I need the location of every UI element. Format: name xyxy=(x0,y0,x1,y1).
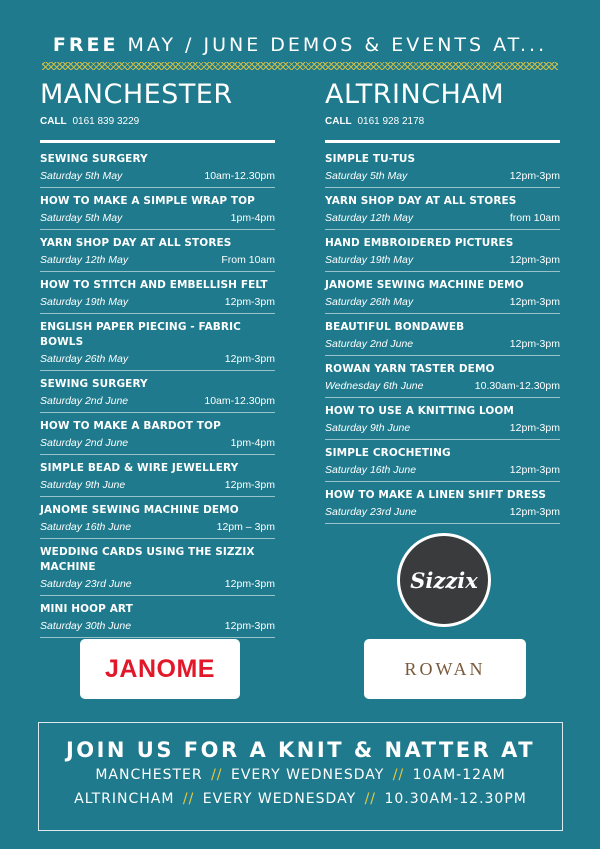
event-date: Saturday 5th May xyxy=(325,170,408,182)
sizzix-logo-mark: Sizzix xyxy=(400,536,488,624)
event-item xyxy=(40,236,275,272)
event-item xyxy=(40,503,275,539)
event-date: Wednesday 6th June xyxy=(325,380,424,392)
rowan-logo xyxy=(364,639,526,699)
event-details xyxy=(325,294,560,310)
event-time: 12pm-3pm xyxy=(224,353,275,365)
event-details xyxy=(40,168,275,184)
event-date: Saturday 23rd June xyxy=(40,578,132,590)
event-time: 12pm-3pm xyxy=(509,464,560,476)
event-date: Saturday 12th May xyxy=(325,212,414,224)
event-title: HAND EMBROIDERED PICTURES xyxy=(325,237,514,249)
event-title: SEWING SURGERY xyxy=(40,378,148,390)
event-date: Saturday 2nd June xyxy=(325,338,414,350)
event-date: Saturday 5th May xyxy=(40,170,123,182)
manchester-column xyxy=(40,78,275,644)
event-title: HOW TO MAKE A LINEN SHIFT DRESS xyxy=(325,489,546,501)
event-details xyxy=(40,519,275,535)
call-label: CALL xyxy=(40,116,67,127)
footer-place: ALTRINCHAM xyxy=(74,791,175,807)
event-details xyxy=(40,435,275,451)
event-details xyxy=(325,336,560,352)
event-date: Saturday 12th May xyxy=(40,254,129,266)
event-title: HOW TO MAKE A BARDOT TOP xyxy=(40,420,221,432)
event-details xyxy=(325,252,560,268)
event-item xyxy=(325,236,560,272)
event-date: Saturday 5th May xyxy=(40,212,123,224)
event-title: SIMPLE BEAD & WIRE JEWELLERY xyxy=(40,462,239,474)
event-item xyxy=(40,194,275,230)
event-title: HOW TO USE A KNITTING LOOM xyxy=(325,405,514,417)
footer-time: 10.30AM-12.30PM xyxy=(384,791,527,807)
event-item xyxy=(325,488,560,524)
event-details xyxy=(40,252,275,268)
event-item xyxy=(40,278,275,314)
event-details xyxy=(40,477,275,493)
heading-free: FREE xyxy=(52,34,119,56)
event-item xyxy=(40,152,275,188)
event-item xyxy=(40,377,275,413)
event-date: Saturday 19th May xyxy=(40,296,129,308)
event-title: SIMPLE TU-TUS xyxy=(325,153,416,165)
event-details xyxy=(325,168,560,184)
event-time: 12pm-3pm xyxy=(224,479,275,491)
footer-time: 10AM-12AM xyxy=(412,767,506,783)
event-time: from 10am xyxy=(509,212,560,224)
event-time: 12pm-3pm xyxy=(224,296,275,308)
event-item xyxy=(325,404,560,440)
knit-natter-altrincham xyxy=(39,787,562,811)
divider xyxy=(325,140,560,143)
event-title: WEDDING CARDS USING THE SIZZIX MACHINE xyxy=(40,546,255,573)
event-time: 12pm – 3pm xyxy=(216,521,275,533)
knit-natter-title: JOIN US FOR A KNIT & NATTER AT xyxy=(65,738,536,762)
decorative-cross-stitch-divider xyxy=(42,62,558,70)
manchester-events-list xyxy=(40,152,275,638)
event-title: JANOME SEWING MACHINE DEMO xyxy=(325,279,524,291)
knit-natter-manchester xyxy=(39,763,562,787)
event-date: Saturday 23rd June xyxy=(325,506,417,518)
event-title: SIMPLE CROCHETING xyxy=(325,447,451,459)
footer-separator: // xyxy=(392,767,405,783)
event-title: SEWING SURGERY xyxy=(40,153,148,165)
event-details xyxy=(40,294,275,310)
footer-day: EVERY WEDNESDAY xyxy=(230,767,385,783)
event-time: 10am-12.30pm xyxy=(204,395,275,407)
event-date: Saturday 2nd June xyxy=(40,395,129,407)
event-time: 10.30am-12.30pm xyxy=(474,380,560,392)
event-item xyxy=(325,446,560,482)
altrincham-phone xyxy=(325,116,560,130)
altrincham-events-list xyxy=(325,152,560,524)
event-item xyxy=(325,278,560,314)
janome-logo xyxy=(80,639,240,699)
event-details xyxy=(40,210,275,226)
phone-number: 0161 839 3229 xyxy=(72,116,140,127)
event-details xyxy=(325,462,560,478)
event-title: ENGLISH PAPER PIECING - FABRIC BOWLS xyxy=(40,321,241,348)
call-label: CALL xyxy=(325,116,352,127)
event-details xyxy=(40,393,275,409)
event-details xyxy=(40,576,275,592)
janome-logo-text: JANOME xyxy=(105,654,215,683)
event-title: HOW TO STITCH AND EMBELLISH FELT xyxy=(40,279,268,291)
event-time: 12pm-3pm xyxy=(509,422,560,434)
event-time: 12pm-3pm xyxy=(509,506,560,518)
footer-day: EVERY WEDNESDAY xyxy=(202,791,357,807)
event-title: YARN SHOP DAY AT ALL STORES xyxy=(40,237,232,249)
event-time: From 10am xyxy=(221,254,275,266)
manchester-phone xyxy=(40,116,275,130)
event-title: BEAUTIFUL BONDAWEB xyxy=(325,321,465,333)
event-details xyxy=(40,351,275,367)
event-time: 12pm-3pm xyxy=(224,578,275,590)
footer-separator: // xyxy=(364,791,377,807)
event-item xyxy=(325,320,560,356)
event-date: Saturday 16th June xyxy=(325,464,417,476)
event-details xyxy=(325,504,560,520)
event-item xyxy=(40,320,275,371)
phone-number: 0161 928 2178 xyxy=(357,116,425,127)
page-heading xyxy=(0,34,600,56)
event-title: MINI HOOP ART xyxy=(40,603,133,615)
rowan-logo-text: ROWAN xyxy=(404,658,486,679)
event-date: Saturday 9th June xyxy=(325,422,411,434)
sizzix-logo xyxy=(397,533,491,627)
event-time: 1pm-4pm xyxy=(230,437,275,449)
event-date: Saturday 19th May xyxy=(325,254,414,266)
event-item xyxy=(325,152,560,188)
event-item xyxy=(40,602,275,638)
event-time: 12pm-3pm xyxy=(509,254,560,266)
event-date: Saturday 26th May xyxy=(40,353,129,365)
knit-and-natter-box xyxy=(38,722,563,831)
footer-place: MANCHESTER xyxy=(95,767,203,783)
manchester-title: MANCHESTER xyxy=(40,79,233,110)
event-item xyxy=(40,419,275,455)
altrincham-column xyxy=(325,78,560,530)
event-date: Saturday 16th June xyxy=(40,521,132,533)
event-title: HOW TO MAKE A SIMPLE WRAP TOP xyxy=(40,195,255,207)
event-item xyxy=(40,461,275,497)
event-time: 1pm-4pm xyxy=(230,212,275,224)
event-details xyxy=(40,618,275,634)
event-time: 10am-12.30pm xyxy=(204,170,275,182)
event-details xyxy=(325,210,560,226)
event-time: 12pm-3pm xyxy=(509,170,560,182)
event-time: 12pm-3pm xyxy=(224,620,275,632)
event-date: Saturday 2nd June xyxy=(40,437,129,449)
event-item xyxy=(325,194,560,230)
event-title: ROWAN YARN TASTER DEMO xyxy=(325,363,495,375)
divider xyxy=(40,140,275,143)
event-item xyxy=(325,362,560,398)
event-details xyxy=(325,420,560,436)
footer-separator: // xyxy=(182,791,195,807)
event-date: Saturday 9th June xyxy=(40,479,126,491)
event-title: YARN SHOP DAY AT ALL STORES xyxy=(325,195,517,207)
footer-separator: // xyxy=(211,767,223,783)
event-date: Saturday 30th June xyxy=(40,620,132,632)
event-time: 12pm-3pm xyxy=(509,338,560,350)
event-date: Saturday 26th May xyxy=(325,296,414,308)
event-details xyxy=(325,378,560,394)
heading-rest: MAY / JUNE DEMOS & EVENTS AT... xyxy=(127,34,548,56)
event-item xyxy=(40,545,275,596)
event-time: 12pm-3pm xyxy=(509,296,560,308)
event-title: JANOME SEWING MACHINE DEMO xyxy=(40,504,239,516)
altrincham-title: ALTRINCHAM xyxy=(325,79,505,110)
